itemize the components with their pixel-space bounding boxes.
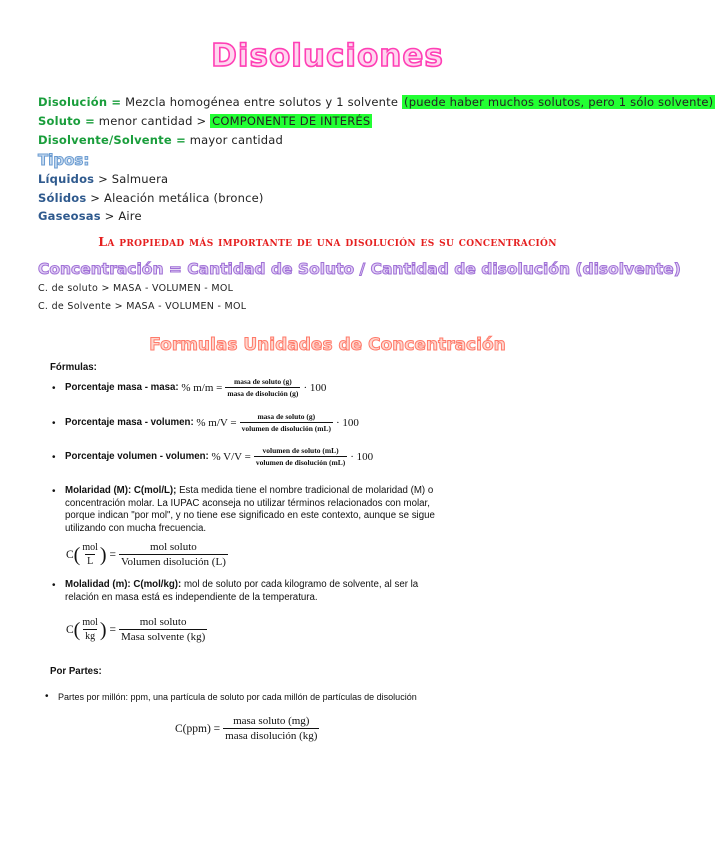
fraction-numerator: mol soluto [150,541,197,553]
formula-ppm [175,715,322,742]
tipo-liquidos [38,172,168,186]
unit-numerator: mol [82,617,98,628]
bullet-dot: • [52,383,56,394]
formula-expression [211,446,373,467]
formula-volumen-volumen [65,446,373,467]
ppm-text: Partes por millón: ppm, una partícula de soluto por cada millón de partículas de disolución [58,692,417,702]
tipo-label: Gaseosas [38,209,101,223]
fraction-denominator: volumen de disolución (mL) [241,424,331,433]
formulas-heading: Fórmulas: [50,362,97,373]
bullet-dot: • [52,452,56,463]
fraction-denominator: volumen de disolución (mL) [255,458,346,467]
formula-tail: · 100 [303,381,327,394]
molalidad-paragraph [65,579,450,604]
tipo-solidos [38,191,264,205]
formula-label: Porcentaje volumen - volumen: [65,451,209,462]
definition-text: menor cantidad > [94,114,211,128]
tipo-label: Líquidos [38,172,95,186]
bullet-dot: • [52,418,56,429]
formula-label: Porcentaje masa - masa: [65,382,179,393]
bullet-dot: • [45,691,49,702]
formula-lhs: % m/V = [196,416,237,429]
definition-label: Soluto = [38,114,95,128]
formulas-title: Formulas Unidades de Concentración [149,335,506,355]
tipos-heading: Tipos: [38,151,90,169]
definition-text: Mezcla homogénea entre solutos y 1 solvente [121,95,403,109]
unit-numerator: mol [82,542,98,553]
definition-label: Disolución = [38,95,122,109]
definition-disolucion [38,95,715,109]
formula-fraction [240,412,333,433]
fraction-denominator: masa de disolución (g) [227,389,299,398]
highlight-note: (puede haber muchos solutos, pero 1 sólo solvente) [404,95,714,109]
definition-label: Disolvente/Solvente = [38,133,186,147]
tipo-gaseosas [38,209,142,223]
formula-fraction [119,616,207,643]
highlight-note: COMPONENTE DE INTERÉS [212,114,371,128]
page-title: Disoluciones [211,38,444,74]
concentration-line-soluto: C. de soluto > MASA - VOLUMEN - MOL [38,283,234,294]
unit-denominator: L [87,556,94,567]
formula-expression [196,412,359,433]
definition-disolvente [38,133,283,147]
formula-fraction [119,541,228,568]
fraction-denominator: Masa solvente (kg) [120,631,206,643]
molaridad-text: Esta medida tiene el nombre tradicional de molaridad (M) o concentración molar. La IUPAC aconseja no utilizar términos relacionados con molar, porque indican "por mol", y no tiene ese significado en este contexto, aunque se sigue utilizando con mucha frecuencia. [65,485,435,534]
formula-masa-volumen [65,412,359,433]
unit-denominator: kg [85,631,96,642]
formula-tail: · 100 [336,416,359,429]
formula-molalidad: C ( $\frac{\text{mol}}{kg}$ ) = $\frac{\text{mol soluto}}{\text{Masa solvente (kg)}}$ [66,616,206,643]
key-property-statement: La propiedad más importante de una disolución es su concentración [98,234,557,249]
fraction-numerator: mol soluto [139,616,187,628]
formula-lhs: C(ppm) = [175,722,221,735]
formula-fraction [223,715,319,742]
formula-fraction [225,377,300,398]
formula-lhs: % V/V = [211,450,251,463]
formula-label: Porcentaje masa - volumen: [65,417,194,428]
tipo-label: Sólidos [38,191,87,205]
definition-text: mayor cantidad [185,133,284,147]
tipo-text: > Aire [100,209,142,223]
bullet-dot: • [52,486,56,497]
fraction-denominator: masa disolución (kg) [225,730,318,742]
tipo-text: > Salmuera [94,172,169,186]
tipo-text: > Aleación metálica (bronce) [86,191,264,205]
concentration-heading: Concentración = Cantidad de Soluto / Cantidad de disolución (disolvente) [38,260,681,278]
concentration-line-solvente: C. de Solvente > MASA - VOLUMEN - MOL [38,301,247,312]
fraction-numerator: masa de soluto (g) [234,377,292,386]
molalidad-text: mol de soluto por cada kilogramo de solvente, al ser la relación en masa está es independiente de la temperatura. [65,579,419,603]
fraction-numerator: masa soluto (mg) [233,715,310,727]
formula-tail: · 100 [350,450,374,463]
formula-lhs: % m/m = [181,381,223,394]
formula-masa-masa [65,377,326,398]
molaridad-label: Molaridad (M): C(mol/L); [65,485,177,496]
formula-expression [181,377,326,398]
formula-fraction [254,446,347,467]
fraction-denominator: Volumen disolución (L) [120,556,226,568]
fraction-numerator: volumen de soluto (mL) [262,446,339,455]
fraction-numerator: masa de soluto (g) [257,412,316,421]
formula-molaridad: C ( $\frac{\text{mol}}{L}$ ) = $\frac{\text{mol soluto}}{\text{Volumen disolución (L)}}$ [66,541,226,568]
molaridad-paragraph [65,485,450,535]
definition-soluto [38,114,372,128]
bullet-dot: • [52,580,56,591]
por-partes-heading: Por Partes: [50,666,102,677]
molalidad-label: Molalidad (m): C(mol/kg): [65,579,182,590]
